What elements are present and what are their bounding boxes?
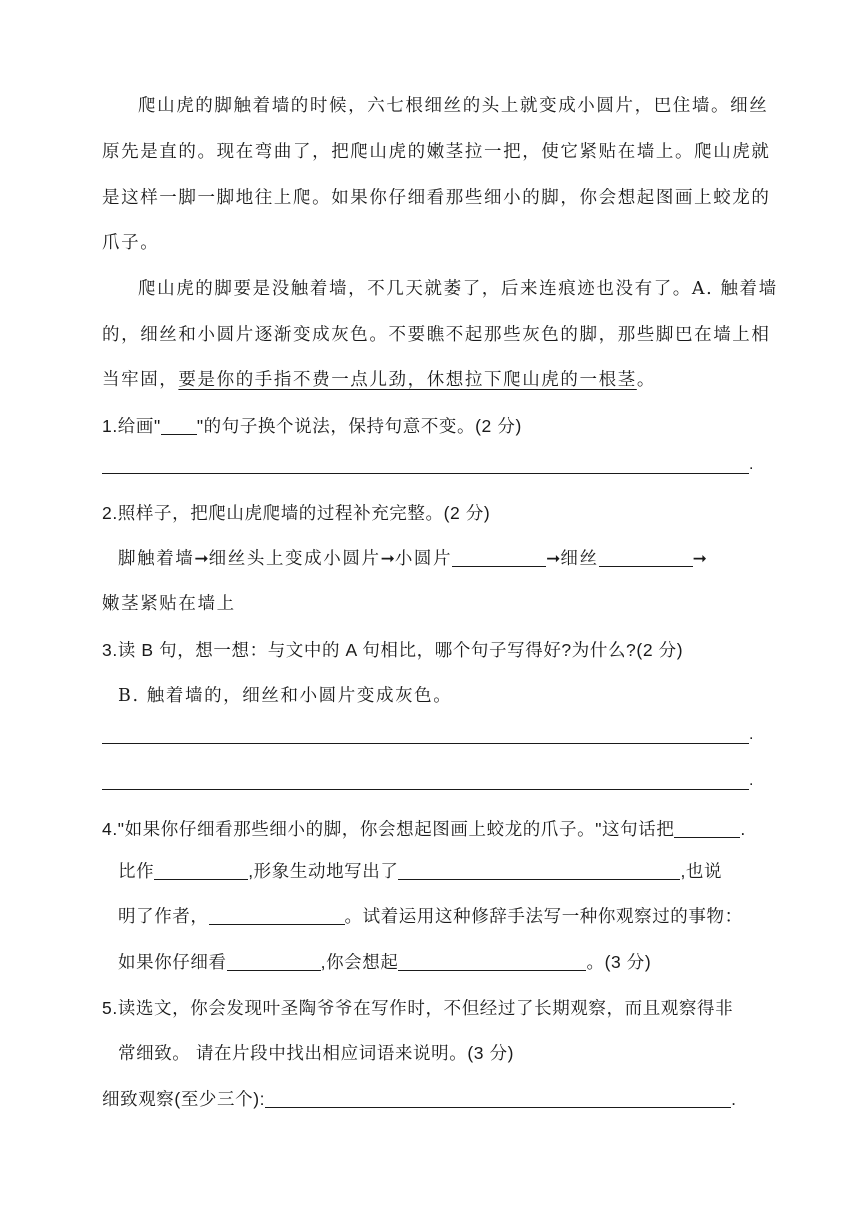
question-2-title: 2.照样子，把爬山虎爬墙的过程补充完整。(2 分) (102, 503, 491, 523)
answer-line-q1[interactable] (102, 473, 749, 474)
answer-line-q3-2[interactable] (102, 789, 749, 790)
passage-line (102, 366, 656, 394)
process-step: 脚触着墙 (118, 549, 195, 569)
question-5-line-3 (102, 1085, 737, 1113)
arrow-icon: ➞ (692, 549, 707, 569)
passage-line: 是这样一脚一脚地往上爬。如果你仔细看那些细小的脚，你会想起图画上蛟龙的 (102, 188, 771, 208)
line-end-mark: . (749, 772, 754, 789)
question-text: 1.给画" (102, 416, 161, 436)
sentence-b: B. 触着墙的，细丝和小圆片变成灰色。 (118, 686, 453, 706)
question-text: ,你会想起 (320, 952, 399, 972)
question-5-line-2: 常细致。 请在片段中找出相应词语来说明。(3 分) (118, 1043, 515, 1063)
arrow-icon: ➞ (194, 549, 209, 569)
blank-detail-words[interactable] (265, 1087, 731, 1108)
question-text: ,形象生动地写出了 (248, 861, 399, 881)
process-step: 小圆片 (394, 549, 453, 569)
question-4-line-3 (118, 902, 743, 930)
process-step: 细丝 (560, 549, 599, 569)
blank-step-1[interactable] (452, 546, 546, 567)
question-4-line-2 (118, 857, 722, 885)
blank-author[interactable] (209, 904, 345, 925)
question-4-line-1 (102, 815, 746, 843)
underlined-sentence: 要是你的手指不费一点儿劲，休想拉下爬山虎的一根茎 (178, 370, 637, 390)
question-text: 比作 (118, 861, 155, 881)
question-5-line-1: 5.读选文，你会发现叶圣陶爷爷在写作时，不但经过了长期观察，而且观察得非 (102, 998, 734, 1018)
process-step: 细丝头上变成小圆片 (208, 549, 381, 569)
question-1 (102, 412, 522, 440)
question-text: "的句子换个说法，保持句意不变。(2 分) (196, 416, 522, 436)
blank-object[interactable] (674, 817, 740, 838)
blank-imagine[interactable] (398, 950, 586, 971)
line-end-mark: . (731, 1089, 737, 1109)
blank-step-2[interactable] (599, 546, 693, 567)
passage-text: 。 (636, 370, 656, 390)
blank-short[interactable] (161, 414, 197, 435)
passage-line: 的，细丝和小圆片逐渐变成灰色。不要瞧不起那些灰色的脚，那些脚巴在墙上相 (102, 325, 771, 345)
line-end-mark: . (749, 726, 754, 743)
arrow-icon: ➞ (546, 549, 561, 569)
passage-line: 原先是直的。现在弯曲了，把爬山虎的嫩茎拉一把，使它紧贴在墙上。爬山虎就 (102, 142, 771, 162)
question-4-line-4 (118, 948, 651, 976)
question-text: 如果你仔细看 (118, 952, 227, 972)
question-text: ,也说 (680, 861, 723, 881)
passage-line: 爬山虎的脚触着墙的时候，六七根细丝的头上就变成小圆片，巴住墙。细丝 (138, 96, 769, 116)
arrow-icon: ➞ (380, 549, 395, 569)
answer-line-q3-1[interactable] (102, 743, 749, 744)
question-text: 。(3 分) (586, 952, 652, 972)
blank-compared-to[interactable] (154, 859, 248, 880)
passage-line: 爬山虎的脚要是没触着墙，不几天就萎了，后来连痕迹也没有了。A. 触着墙 (138, 279, 778, 299)
process-step: 嫩茎紧贴在墙上 (102, 594, 236, 614)
line-end-mark: . (740, 819, 746, 839)
blank-effect[interactable] (398, 859, 680, 880)
question-text: 细致观察(至少三个): (102, 1089, 266, 1109)
question-text: 。试着运用这种修辞手法写一种你观察过的事物： (344, 906, 743, 926)
line-end-mark: . (749, 456, 754, 473)
question-text: 明了作者， (118, 906, 209, 926)
passage-line: 爪子。 (102, 233, 160, 253)
process-sequence (118, 545, 707, 573)
question-text: 4."如果你仔细看那些细小的脚，你会想起图画上蛟龙的爪子。"这句话把 (102, 819, 675, 839)
passage-text: 当牢固， (102, 370, 179, 390)
question-3-title: 3.读 B 句，想一想：与文中的 A 句相比，哪个句子写得好?为什么?(2 分) (102, 640, 684, 660)
blank-observe[interactable] (227, 950, 321, 971)
